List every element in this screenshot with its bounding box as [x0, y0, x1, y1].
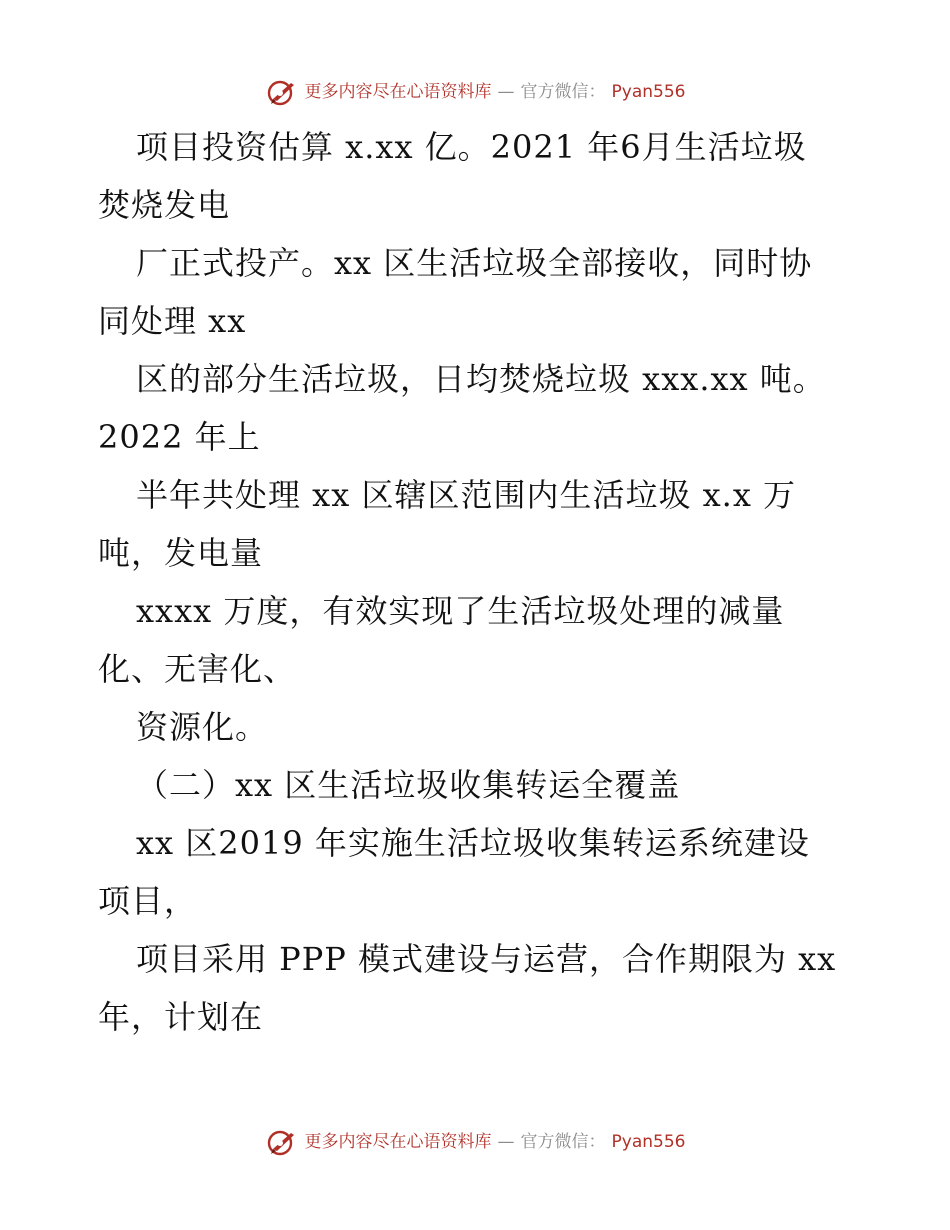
text-line: 资源化。 [136, 708, 269, 746]
watermark-title: 更多内容尽在心语资料库 [304, 1132, 492, 1152]
watermark-wechat-label: 官方微信： [520, 1132, 606, 1152]
document-body [98, 118, 878, 1046]
text-line: xxxx 万度，有效实现了生活垃圾处理的减量 [136, 592, 785, 630]
text-line: 厂正式投产。xx 区生活垃圾全部接收，同时协 [136, 244, 813, 282]
text-line: 项目， [98, 882, 198, 920]
text-line: 吨，发电量 [98, 534, 264, 572]
watermark-dash: — [497, 1132, 515, 1152]
header-watermark [0, 77, 950, 107]
section-heading: （二）xx 区生活垃圾收集转运全覆盖 [136, 766, 681, 804]
text-line: 半年共处理 xx 区辖区范围内生活垃圾 x.x 万 [136, 476, 797, 514]
watermark-dash: — [497, 82, 515, 102]
quill-pen-logo-icon [265, 1127, 299, 1157]
text-line: 年，计划在 [98, 998, 264, 1036]
watermark-title: 更多内容尽在心语资料库 [304, 82, 492, 102]
watermark-wechat-id: Pyan556 [611, 82, 686, 102]
text-line: 2022 年上 [98, 418, 261, 456]
watermark-wechat-label: 官方微信： [520, 82, 606, 102]
text-line: xx 区2019 年实施生活垃圾收集转运系统建设 [136, 824, 810, 862]
text-line: 区的部分生活垃圾，日均焚烧垃圾 xxx.xx 吨。 [136, 360, 826, 398]
text-line: 项目投资估算 x.xx 亿。2021 年6月生活垃圾 [136, 128, 807, 166]
text-line: 焚烧发电 [98, 186, 231, 224]
text-line: 项目采用 PPP 模式建设与运营，合作期限为 xx [136, 940, 837, 978]
text-line: 化、无害化、 [98, 650, 297, 688]
watermark-wechat-id: Pyan556 [611, 1132, 686, 1152]
footer-watermark [0, 1127, 950, 1157]
text-line: 同处理 xx [98, 302, 247, 340]
quill-pen-logo-icon [265, 77, 299, 107]
